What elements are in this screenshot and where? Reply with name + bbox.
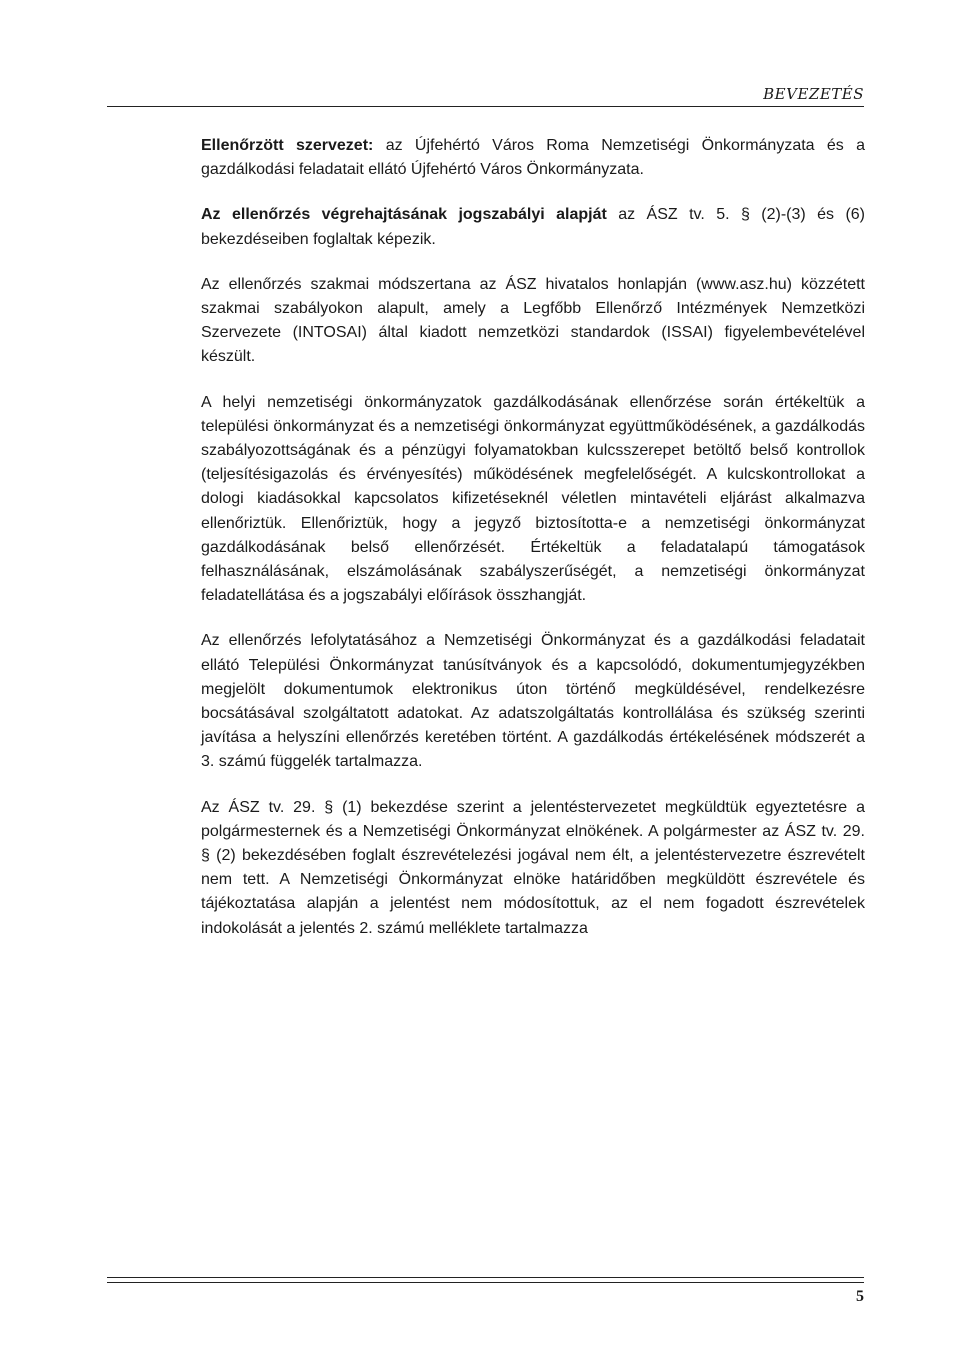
paragraph-audited-entity	[201, 134, 865, 182]
paragraph-methodology	[201, 273, 865, 370]
paragraph-reconciliation	[201, 796, 865, 941]
paragraph-legal-basis	[201, 203, 865, 251]
paragraph-text: Az ellenőrzés szakmai módszertana az ÁSZ hivatalos honlapján (www.asz.hu) közzétett szakmai szabályokon alapult, amely a Legfőbb Ellenőrző Intézmények Nemzetközi Szervezete (INTOSAI) által kiadott nemzetközi standardok (ISSAI) figyelembevételével készült.	[201, 275, 865, 366]
paragraph-text: az ÁSZ tv. 5. § (2)-(3) és (6) bekezdéseiben foglaltak képezik.	[201, 206, 866, 248]
paragraph-text: Az ellenőrzés lefolytatásához a Nemzetiségi Önkormányzat és a gazdálkodási feladatait ellátó Települési Önkormányzat tanúsítványok és a kapcsolódó, dokumentumjegyzékben megjelölt dokumentumok elektronikus úton történő megküldésével, rendelkezésre bocsátásával szolgáltatott adatokat. Az adatszolgáltatás kontrollálása és szükség szerinti javítása a helyszíni ellenőrzés keretében történt. A gazdálkodás értékelésének módszerét a 3. számú függelék tartalmazza.	[201, 632, 865, 771]
paragraph-text: Az ÁSZ tv. 29. § (1) bekezdése szerint a jelentéstervezetet megküldtük egyeztetésre a polgármesternek és a Nemzetiségi Önkormányzat elnökének. A polgármester az ÁSZ tv. 29. § (2) bekezdésében foglalt észrevételezési jogával nem élt, a jelentéstervezetre észrevételt nem tett. A Nemzetiségi Önkormányzat elnöke határidőben megküldött észrevétele és tájékoztatása alapján a jelentést nem módosítottuk, az el nem fogadott észrevételek indokolását a jelentés 2. számú melléklete tartalmazza	[201, 798, 865, 937]
paragraph-scope	[201, 391, 865, 609]
footer-divider-bottom	[107, 1282, 864, 1283]
document-body	[201, 134, 865, 962]
footer-divider-top	[107, 1277, 864, 1278]
paragraph-label: Ellenőrzött szervezet:	[201, 137, 374, 154]
paragraph-label: Az ellenőrzés végrehajtásának jogszabályi alapját	[201, 206, 607, 224]
paragraph-text: az Újfehértó Város Roma Nemzetiségi Önkormányzata és a gazdálkodási feladatait ellátó Újfehértó Város Önkormányzata.	[201, 137, 866, 179]
section-header: BEVEZETÉS	[763, 85, 864, 103]
paragraph-data-provision	[201, 629, 865, 774]
paragraph-text: A helyi nemzetiségi önkormányzatok gazdálkodásának ellenőrzése során értékeltük a települési önkormányzat és a nemzetiségi önkormányzat együttműködésének, a gazdálkodás szabályozottságának és a pénzügyi folyamatokban kulcsszerepet betöltő belső kontrollok (teljesítésigazolás és érvényesítés) működésének megfelelőségét. A kulcskontrollokat a dologi kiadásokkal kapcsolatos kifizetéseknél véletlen mintavételi eljárást alkalmazva ellenőriztük. Ellenőriztük, hogy a jegyző biztosította-e a nemzetiségi önkormányzat gazdálkodásának belső ellenőrzését. Értékeltük a feladatalapú támogatások felhasználásának, elszámolásának szabályszerűségét, a nemzetiségi önkormányzat feladatellátása és a jogszabályi előírások összhangját.	[201, 393, 865, 605]
header-divider	[107, 106, 864, 107]
page-number: 5	[856, 1288, 864, 1305]
